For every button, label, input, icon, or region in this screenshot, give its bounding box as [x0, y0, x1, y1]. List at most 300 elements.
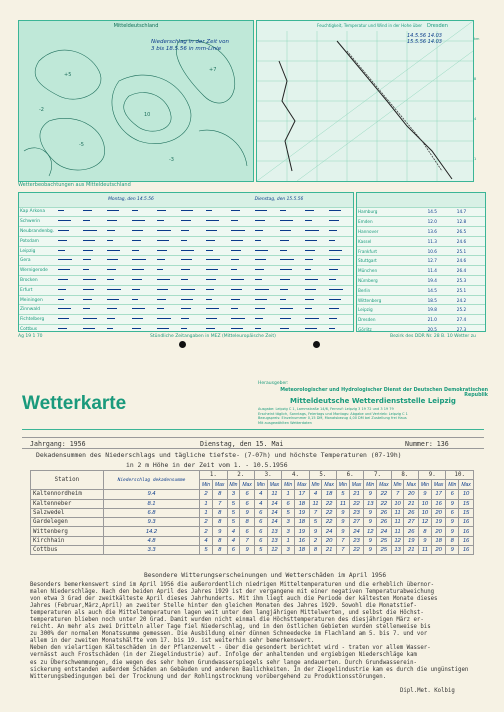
col-max: Max	[294, 480, 309, 490]
row-value: 20	[431, 546, 446, 555]
row-precip: 6.8	[103, 508, 199, 517]
obs-cell	[57, 276, 82, 286]
row-value: 25	[377, 546, 392, 555]
obs-cell	[279, 217, 304, 227]
temp-value-a: 19.4	[427, 276, 456, 286]
col-max: Max	[349, 480, 364, 490]
obs-cell	[205, 266, 230, 276]
temp-station: Dresden	[357, 315, 427, 325]
obs-cell	[156, 276, 181, 286]
obs-cell	[230, 325, 255, 332]
table-row	[31, 536, 474, 545]
obs-station: Fichtelberg	[19, 315, 57, 325]
row-value: 9	[364, 518, 377, 527]
row-value: 4	[200, 536, 213, 545]
row-value: 16	[459, 546, 474, 555]
temp-row	[357, 295, 485, 305]
obs-cell	[131, 305, 156, 315]
obs-cell	[254, 266, 279, 276]
obs-cell	[57, 295, 82, 305]
row-value: 20	[431, 508, 446, 517]
row-value: 9	[336, 518, 349, 527]
obs-cell	[328, 276, 353, 286]
col-min: Min	[227, 480, 240, 490]
obs-cell	[180, 266, 205, 276]
issue-date: Dienstag, den 15. Mai	[200, 440, 284, 448]
temp-value-b: 27.3	[456, 325, 485, 332]
obs-cell	[106, 246, 131, 256]
row-value: 13	[364, 499, 377, 508]
obs-cell	[304, 236, 329, 246]
col-min: Min	[391, 480, 404, 490]
row-value: 19	[294, 527, 309, 536]
temp-value-b: 26.5	[456, 227, 485, 237]
svg-text:8: 8	[474, 77, 477, 81]
obs-cell	[57, 227, 82, 237]
obs-cell	[156, 246, 181, 256]
row-value: 26	[377, 518, 392, 527]
punch-hole	[179, 341, 186, 348]
obs-cell	[82, 266, 107, 276]
col-max: Max	[404, 480, 419, 490]
col-min: Min	[309, 480, 322, 490]
obs-cell	[156, 285, 181, 295]
row-value: 1	[200, 499, 213, 508]
col-precip: Niederschlag dekadensumme	[103, 471, 199, 490]
row-precip: 8.1	[103, 499, 199, 508]
row-value: 6	[240, 490, 255, 499]
publisher-org: Meteorologischer und Hydrologischer Dienst der Deutschen Demokratischen Republik	[280, 388, 488, 398]
obs-cell	[82, 246, 107, 256]
row-value: 27	[404, 518, 419, 527]
obs-cell	[254, 246, 279, 256]
row-value: 5	[309, 518, 322, 527]
row-value: 14	[267, 499, 282, 508]
row-value: 11	[391, 527, 404, 536]
map-caption: Wetterbeobachtungen aus Mitteldeutschland	[18, 182, 131, 188]
row-value: 10	[419, 508, 432, 517]
obs-cell	[82, 325, 107, 332]
obs-cell	[57, 246, 82, 256]
temp-value-a: 12.0	[427, 217, 456, 227]
obs-row	[19, 276, 353, 286]
obs-cell	[156, 325, 181, 332]
obs-cell	[205, 256, 230, 266]
row-value: 12	[419, 518, 432, 527]
obs-cell	[180, 325, 205, 332]
svg-text:+7: +7	[209, 67, 217, 73]
obs-station: Wernigerode	[19, 266, 57, 276]
obs-cell	[254, 217, 279, 227]
obs-cell	[82, 276, 107, 286]
obs-cell	[205, 325, 230, 332]
obs-cell	[180, 315, 205, 325]
obs-cell	[82, 315, 107, 325]
col-day: 6.	[336, 471, 363, 480]
row-precip: 9.4	[103, 490, 199, 499]
row-value: 8	[212, 518, 227, 527]
row-value: 5	[227, 508, 240, 517]
row-value: 19	[294, 508, 309, 517]
obs-cell	[82, 236, 107, 246]
obs-cell	[131, 207, 156, 217]
table-header	[31, 471, 474, 480]
upper-air-diagram	[256, 20, 477, 182]
map-note	[151, 39, 229, 53]
row-value: 19	[404, 536, 419, 545]
obs-cell	[230, 305, 255, 315]
obs-row	[19, 305, 353, 315]
svg-text:-3: -3	[169, 157, 174, 163]
obs-cell	[131, 276, 156, 286]
obs-cell	[156, 217, 181, 227]
ascent-note-line: 15.5.56 14.03	[407, 39, 442, 45]
obs-cell	[230, 207, 255, 217]
row-station: Kaltenneber	[31, 499, 104, 508]
row-value: 8	[309, 546, 322, 555]
row-value: 9	[240, 508, 255, 517]
obs-row	[19, 295, 353, 305]
obs-cell	[279, 315, 304, 325]
row-value: 7	[336, 546, 349, 555]
obs-cell	[304, 266, 329, 276]
temp-value-b: 25.3	[456, 276, 485, 286]
row-value: 14	[267, 518, 282, 527]
temp-row	[357, 276, 485, 286]
col-max: Max	[267, 480, 282, 490]
obs-row	[19, 246, 353, 256]
row-precip: 3.3	[103, 546, 199, 555]
obs-cell	[205, 207, 230, 217]
temp-value-a: 13.6	[427, 227, 456, 237]
row-value: 21	[404, 546, 419, 555]
obs-cell	[131, 315, 156, 325]
obs-station: Cottbus	[19, 325, 57, 332]
obs-cell	[230, 315, 255, 325]
temp-row	[357, 217, 485, 227]
row-value: 11	[309, 499, 322, 508]
imprint-line: Mit ausgewählten Wetterdaten	[258, 420, 312, 425]
row-value: 6	[227, 546, 240, 555]
row-value: 9	[364, 546, 377, 555]
row-station: Kirchhain	[31, 536, 104, 545]
body-line: malen Niederschläge. Nach den beiden April des Jahres 1929 ist der vergangene mit einer negativen Temperaturabweichung	[30, 589, 435, 596]
col-day: 5.	[309, 471, 336, 480]
imprint	[258, 407, 488, 425]
col-max: Max	[377, 480, 392, 490]
map-title: Mitteldeutschland	[113, 23, 159, 29]
row-value: 10	[459, 490, 474, 499]
row-value: 17	[294, 490, 309, 499]
obs-cell	[254, 227, 279, 237]
svg-text:+5: +5	[64, 72, 72, 78]
obs-cell	[230, 295, 255, 305]
row-value: 9	[419, 490, 432, 499]
issue-year: Jahrgang: 1956	[30, 440, 86, 448]
table-row	[31, 546, 474, 555]
row-value: 9	[446, 546, 459, 555]
row-value: 13	[267, 527, 282, 536]
obs-cell	[57, 315, 82, 325]
obs-cell	[279, 295, 304, 305]
obs-cell	[57, 325, 82, 332]
svg-text:4: 4	[474, 117, 477, 121]
row-value: 8	[212, 508, 227, 517]
row-value: 3	[227, 490, 240, 499]
col-day: 4.	[282, 471, 309, 480]
row-value: 9	[364, 536, 377, 545]
obs-cell	[106, 227, 131, 237]
weather-data-table	[30, 470, 474, 555]
body-line: zu 300% der normalen Monatssumme gemessen. Die Ausbildung einer dünnen Schneedecke im Flachland am 5. bis 7. und vor	[30, 631, 428, 638]
obs-cell	[131, 227, 156, 237]
row-value: 9	[309, 527, 322, 536]
obs-cell	[180, 207, 205, 217]
row-value: 9	[240, 546, 255, 555]
obs-cell	[304, 246, 329, 256]
obs-cell	[328, 246, 353, 256]
ascent-curves	[257, 21, 473, 181]
row-value: 4	[254, 490, 267, 499]
obs-cell	[304, 217, 329, 227]
obs-cell	[304, 305, 329, 315]
row-value: 5	[282, 508, 295, 517]
row-value: 4	[254, 499, 267, 508]
obs-cell	[131, 256, 156, 266]
ascent-note	[407, 33, 442, 45]
obs-cell	[180, 285, 205, 295]
issue-number: Nummer: 136	[405, 440, 449, 448]
table-title: Dekadensummen des Niederschlags und tägliche tiefste- (7-07h) und höchste Temperaturen (07-19h)	[36, 451, 402, 459]
obs-station: Meiningen	[19, 295, 57, 305]
temp-value-b: 25.2	[456, 305, 485, 315]
obs-row	[19, 207, 353, 217]
col-day: 1.	[200, 471, 227, 480]
row-value: 17	[431, 490, 446, 499]
obs-cell	[304, 295, 329, 305]
body-line: vernässt auch Frostschäden (in der Ziegelindustrie) auf. Infolge der anhaltenden und ergiebigen Niederschläge kam	[30, 652, 417, 659]
temp-value-a: 10.6	[427, 246, 456, 256]
row-value: 12	[391, 536, 404, 545]
row-precip: 4.8	[103, 536, 199, 545]
obs-cell	[180, 256, 205, 266]
row-value: 4	[227, 536, 240, 545]
obs-cell	[279, 207, 304, 217]
obs-cell	[106, 256, 131, 266]
obs-cell	[156, 207, 181, 217]
obs-cell	[106, 315, 131, 325]
row-value: 1	[200, 508, 213, 517]
obs-cell	[131, 325, 156, 332]
row-value: 25	[377, 536, 392, 545]
row-precip: 14.2	[103, 527, 199, 536]
row-value: 9	[446, 499, 459, 508]
obs-cell	[328, 305, 353, 315]
obs-cell	[106, 276, 131, 286]
obs-cell	[156, 305, 181, 315]
row-value: 16	[459, 536, 474, 545]
obs-cell	[254, 315, 279, 325]
row-precip: 9.3	[103, 518, 199, 527]
row-value: 24	[349, 527, 364, 536]
temp-value-b: 24.2	[456, 295, 485, 305]
obs-row	[19, 256, 353, 266]
row-value: 15	[459, 508, 474, 517]
body-line: Besonders bemerkenswert sind im April 1956 die außerordentlich niedrigen Mitteltemperaturen und die erheblich übernor-	[30, 582, 435, 588]
obs-cell	[279, 285, 304, 295]
obs-cell	[82, 305, 107, 315]
row-value: 11	[336, 499, 349, 508]
obs-cell	[254, 305, 279, 315]
obs-cell	[82, 295, 107, 305]
obs-date1: Montag, den 14.5.56	[57, 193, 205, 207]
temp-value-a: 14.5	[427, 207, 456, 217]
table-row	[31, 490, 474, 499]
obs-cell	[156, 295, 181, 305]
obs-cell	[304, 315, 329, 325]
row-value: 6	[446, 490, 459, 499]
temp-row	[357, 207, 485, 217]
observations-table	[18, 192, 354, 332]
row-value: 26	[377, 508, 392, 517]
obs-cell	[279, 236, 304, 246]
obs-cell	[82, 227, 107, 237]
row-value: 1	[282, 536, 295, 545]
row-value: 16	[459, 527, 474, 536]
obs-cell	[205, 295, 230, 305]
obs-station: Neubrandenbg.	[19, 227, 57, 237]
footer-left: Ag 19 1 70	[18, 334, 43, 339]
ascent-note-line: 14.5.56 14.03	[407, 33, 442, 39]
obs-cell	[328, 256, 353, 266]
obs-cell	[304, 325, 329, 332]
col-max: Max	[212, 480, 227, 490]
obs-cell	[156, 266, 181, 276]
article-body	[30, 582, 482, 681]
obs-cell	[304, 227, 329, 237]
row-value: 9	[446, 518, 459, 527]
imprint-line: Ausgabe: Leipzig C 1, Lammstraße 14/6, Fernruf: Leipzig 3 19 72 und 3 19 79	[258, 407, 394, 411]
temp-value-a: 11.3	[427, 236, 456, 246]
body-line: von etwa 3 Grad der zweitkälteste April dieses Jahrhunderts. Mit ihm liegt auch die Periode der kältesten Monate dieses	[30, 596, 438, 603]
temp-row	[357, 305, 485, 315]
obs-cell	[156, 256, 181, 266]
obs-cell	[254, 325, 279, 332]
row-station: Gardelegen	[31, 518, 104, 527]
row-station: Cottbus	[31, 546, 104, 555]
row-value: 18	[294, 518, 309, 527]
row-value: 11	[419, 546, 432, 555]
obs-cell	[230, 266, 255, 276]
row-value: 3	[282, 527, 295, 536]
obs-cell	[57, 266, 82, 276]
row-value: 12	[267, 546, 282, 555]
obs-cell	[82, 217, 107, 227]
obs-cell	[328, 266, 353, 276]
temp-value-b: 25.1	[456, 246, 485, 256]
obs-cell	[230, 236, 255, 246]
row-value: 9	[336, 527, 349, 536]
body-line: temperaturen als auch die Mitteltemperaturen lagen weit unter den langjährigen Mittelwerten, und selbst die Höchst-	[30, 610, 424, 617]
obs-cell	[205, 217, 230, 227]
col-min: Min	[336, 480, 349, 490]
obs-cell	[279, 227, 304, 237]
divider	[22, 429, 484, 430]
row-value: 14	[267, 508, 282, 517]
body-line: allem in der zweiten Monatshälfte vom 17. bis 19. ist weiterhin sehr bemerkenswert.	[30, 638, 315, 645]
temp-station: Berlin	[357, 285, 427, 295]
temp-value-a: 18.5	[427, 295, 456, 305]
row-value: 9	[212, 527, 227, 536]
row-value: 16	[459, 518, 474, 527]
row-value: 4	[309, 490, 322, 499]
section-title: Besondere Witterungserscheinungen und Wetterschäden im April 1956	[144, 572, 387, 579]
row-value: 18	[294, 546, 309, 555]
row-station: Salzwedel	[31, 508, 104, 517]
obs-cell	[205, 236, 230, 246]
col-station: Station	[31, 471, 104, 490]
obs-cell	[328, 325, 353, 332]
obs-cell	[328, 227, 353, 237]
col-day: 8.	[391, 471, 418, 480]
row-value: 22	[322, 499, 337, 508]
row-value: 8	[446, 536, 459, 545]
row-value: 9	[336, 508, 349, 517]
col-day: 9.	[419, 471, 446, 480]
obs-row	[19, 315, 353, 325]
publisher-kicker: Herausgeber:	[258, 381, 289, 386]
row-value: 6	[254, 508, 267, 517]
map-note-line: Niederschlag in der Zeit von	[151, 39, 230, 45]
obs-cell	[57, 217, 82, 227]
col-max: Max	[322, 480, 337, 490]
col-day: 10.	[446, 471, 474, 480]
row-value: 3	[282, 518, 295, 527]
body-line: reicht. An mehr als zwei Dritteln aller Tage fiel Niederschlag, und in den östlichen Gebieten wurden stellenweise bis	[30, 624, 431, 631]
obs-cell	[82, 207, 107, 217]
temp-value-b: 27.4	[456, 315, 485, 325]
row-value: 8	[240, 518, 255, 527]
punch-hole	[313, 341, 320, 348]
obs-cell	[180, 305, 205, 315]
temp-value-b: 26.4	[456, 266, 485, 276]
row-value: 5	[254, 546, 267, 555]
temp-station: Frankfurt	[357, 246, 427, 256]
obs-cell	[106, 236, 131, 246]
obs-cell	[106, 325, 131, 332]
obs-cell	[279, 325, 304, 332]
row-value: 4	[227, 527, 240, 536]
precipitation-map	[18, 20, 254, 182]
row-value: 1	[282, 490, 295, 499]
obs-cell	[254, 207, 279, 217]
row-value: 6	[240, 499, 255, 508]
temp-row	[357, 227, 485, 237]
obs-cell	[205, 276, 230, 286]
obs-cell	[131, 236, 156, 246]
obs-cell	[304, 276, 329, 286]
col-min: Min	[254, 480, 267, 490]
table-row	[31, 508, 474, 517]
col-min: Min	[446, 480, 459, 490]
obs-cell	[131, 285, 156, 295]
temp-value-b: 14.7	[456, 207, 485, 217]
obs-cell	[131, 217, 156, 227]
obs-cell	[106, 295, 131, 305]
obs-date2: Dienstag, den 15.5.56	[205, 193, 353, 207]
row-value: 24	[377, 527, 392, 536]
row-value: 22	[349, 499, 364, 508]
